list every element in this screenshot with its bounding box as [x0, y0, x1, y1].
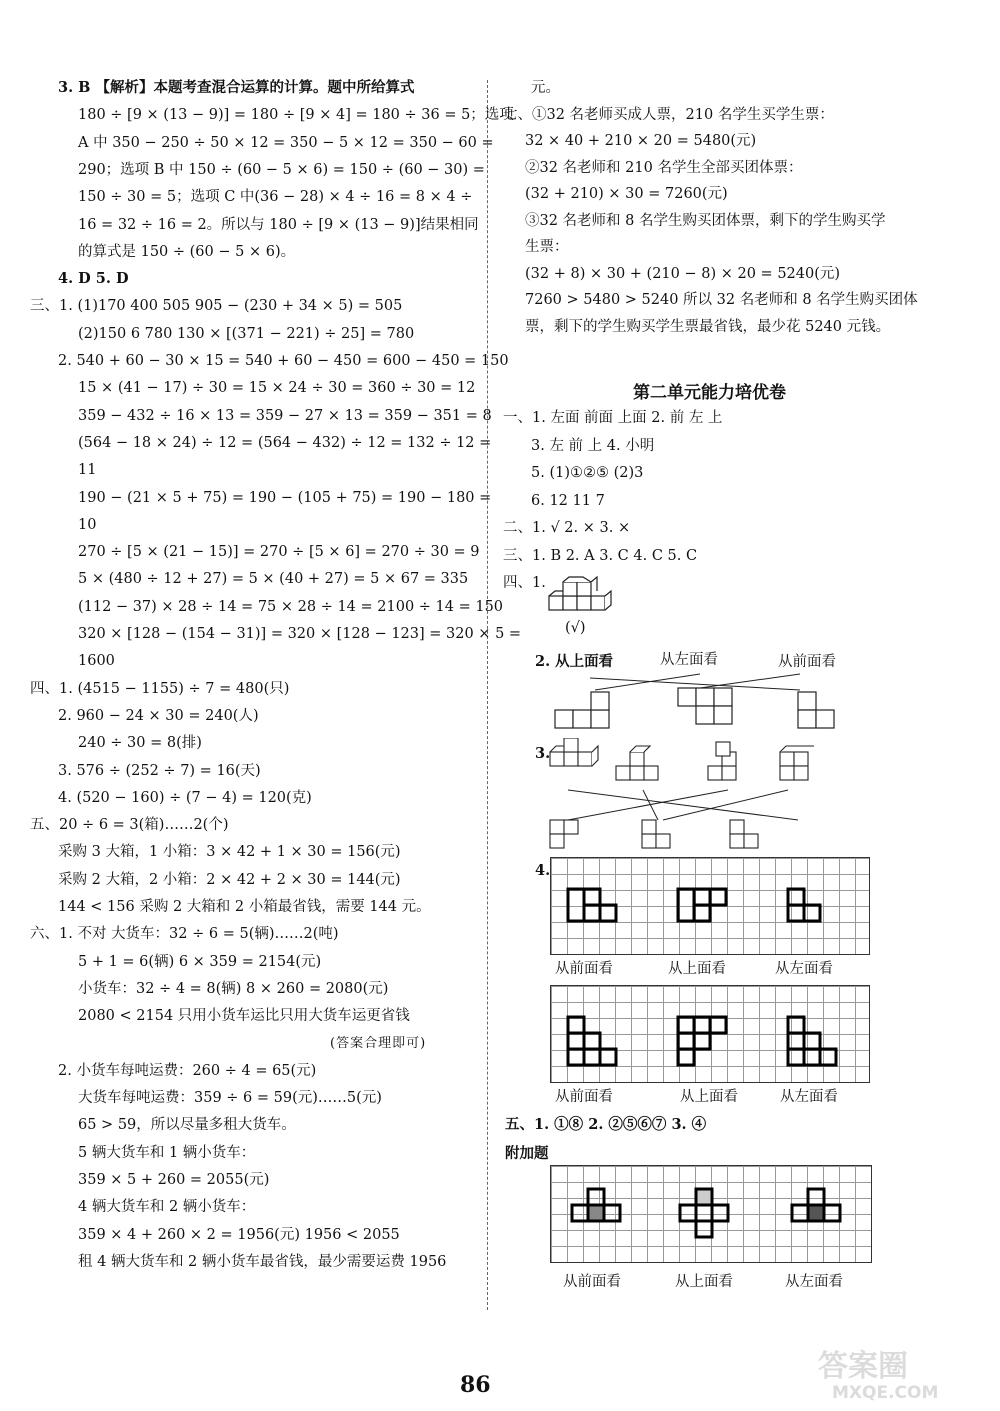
grid2-cap-top: 从上面看 [680, 1089, 738, 1105]
right-top-line: 32 × 40 + 210 × 20 = 5480(元) [525, 133, 757, 149]
right-top-line: 票，剩下的学生购买学生票最省钱，最少花 5240 元钱。 [525, 318, 891, 335]
left-line: 15 × (41 − 17) ÷ 30 = 15 × 24 ÷ 30 = 360 ÷ 30 = 12 [78, 380, 476, 397]
right-top-line: ③32 名老师和 8 名学生购买团体票，剩下的学生购买学 [525, 212, 886, 229]
matching-q2 [550, 670, 850, 735]
left-line: 320 × [128 − (154 − 31)] = 320 × [128 − 123] = 320 × 5 = [78, 626, 522, 642]
left-line: 4. D 5. D [58, 270, 129, 288]
left-line: 290；选项 B 中 150 ÷ (60 − 5 × 6) = 150 ÷ (60 − 30) = [78, 161, 485, 178]
grid1-cap-left: 从左面看 [775, 961, 833, 977]
left-line: 240 ÷ 30 = 8(排) [78, 735, 202, 752]
left-line: (112 − 37) × 28 ÷ 14 = 75 × 28 ÷ 14 = 2100 ÷ 14 = 150 [78, 598, 504, 615]
right-top-line: 七、①32 名老师买成人票，210 名学生买学生票： [503, 106, 834, 123]
left-line: 4 辆大货车和 2 辆小货车： [78, 1199, 256, 1216]
left-line: (答案合理即可) [330, 1035, 427, 1051]
column-divider [487, 80, 488, 1310]
cube-figure-q1 [545, 576, 625, 618]
svg-text:答案圈: 答案圈 [818, 1349, 908, 1384]
left-line: 小货车：32 ÷ 4 = 8(辆) 8 × 260 = 2080(元) [78, 980, 389, 997]
unit2-answer-line: 二、1. √ 2. × 3. × [503, 520, 631, 536]
left-line: 4. (520 − 160) ÷ (7 − 4) = 120(克) [58, 789, 312, 806]
left-line: 359 × 4 + 260 × 2 = 1956(元) 1956 < 2055 [78, 1226, 400, 1243]
right-top-line: 7260 > 5480 > 5240 所以 32 名老师和 8 名学生购买团体 [525, 292, 918, 308]
left-line: 2080 < 2154 只用小货车运比只用大货车运更省钱 [78, 1008, 410, 1025]
unit2-answer-line: 3. 左 前 上 4. 小明 [531, 437, 655, 454]
extra-title: 附加题 [505, 1145, 549, 1162]
matching-q3 [548, 738, 848, 860]
left-line: 16 = 32 ÷ 16 = 2。所以与 180 ÷ [9 × (13 − 9)]结果相同 [78, 216, 479, 233]
right-top-line: (32 + 8) × 30 + (210 − 8) × 20 = 5240(元) [525, 265, 841, 282]
left-line: 359 − 432 ÷ 16 × 13 = 359 − 27 × 13 = 359 − 351 = 8 [78, 407, 492, 424]
q4-2-view-front: 从前面看 [778, 654, 836, 670]
grid-3-shapes [550, 1165, 870, 1261]
unit2-answer-line: 一、1. 左面 前面 上面 2. 前 左 上 [503, 410, 723, 426]
left-line: 5 + 1 = 6(辆) 6 × 359 = 2154(元) [78, 953, 322, 970]
unit2-answer-line: 三、1. B 2. A 3. C 4. C 5. C [503, 547, 698, 564]
grid2-cap-front: 从前面看 [555, 1089, 613, 1105]
page-number: 86 [460, 1372, 491, 1398]
unit2-answer-line: 四、1. [503, 575, 546, 591]
left-line: 租 4 辆大货车和 2 辆小货车最省钱，最少需要运费 1956 [78, 1253, 447, 1270]
left-line: 65 > 59，所以尽量多租大货车。 [78, 1117, 296, 1134]
left-line: 3. 576 ÷ (252 ÷ 7) = 16(天) [58, 762, 261, 779]
q4-1-check: (√) [565, 620, 586, 636]
left-line: 150 ÷ 30 = 5；选项 C 中(36 − 28) × 4 ÷ 16 = 8 × 4 ÷ [78, 189, 473, 206]
left-line: 1600 [78, 653, 115, 670]
grid-1-shapes [550, 857, 868, 953]
grid2-cap-left: 从左面看 [780, 1089, 838, 1105]
left-line: 11 [78, 462, 97, 479]
left-line: 190 − (21 × 5 + 75) = 190 − (105 + 75) = 190 − 180 = [78, 489, 492, 506]
left-line: 10 [78, 516, 97, 533]
right-top-line: 生票： [525, 239, 569, 255]
unit2-answer-line: 6. 12 11 7 [531, 492, 605, 509]
unit2-answer-line: 5. (1)①②⑤ (2)3 [531, 465, 644, 481]
left-line: 2. 小货车每吨运费：260 ÷ 4 = 65(元) [58, 1062, 317, 1079]
left-line: 2. 960 − 24 × 30 = 240(人) [58, 707, 259, 724]
grid3-cap-left: 从左面看 [785, 1274, 843, 1290]
left-line: 大货车每吨运费：359 ÷ 6 = 59(元)……5(元) [78, 1090, 382, 1107]
left-line: 3. B 【解析】本题考查混合运算的计算。题中所给算式 [58, 79, 415, 96]
left-line: 采购 2 大箱，2 小箱：2 × 42 + 2 × 30 = 144(元) [58, 871, 401, 888]
left-line: 5 辆大货车和 1 辆小货车： [78, 1144, 256, 1161]
grid1-cap-top: 从上面看 [668, 961, 726, 977]
left-line: 六、1. 不对 大货车：32 ÷ 6 = 5(辆)……2(吨) [30, 926, 339, 943]
right-top-line: ②32 名老师和 210 名学生全部买团体票： [525, 159, 803, 176]
svg-text:MXQE.COM: MXQE.COM [832, 1383, 939, 1403]
left-line: 2. 540 + 60 − 30 × 15 = 540 + 60 − 450 = 600 − 450 = 150 [58, 353, 509, 369]
q4-3-label: 3. [535, 745, 551, 762]
left-line: 五、20 ÷ 6 = 3(箱)……2(个) [30, 817, 229, 834]
left-line: 359 × 5 + 260 = 2055(元) [78, 1172, 270, 1188]
grid3-cap-top: 从上面看 [675, 1274, 733, 1290]
left-line: 180 ÷ [9 × (13 − 9)] = 180 ÷ [9 × 4] = 180 ÷ 36 = 5；选项 [78, 107, 514, 124]
right-top-line: 元。 [531, 80, 560, 96]
grid1-cap-front: 从前面看 [555, 961, 613, 977]
left-line: 的算式是 150 ÷ (60 − 5 × 6)。 [78, 243, 296, 260]
section-five: 五、1. ①⑧ 2. ②⑤⑥⑦ 3. ④ [505, 1116, 707, 1133]
left-line: (564 − 18 × 24) ÷ 12 = (564 − 432) ÷ 12 = 132 ÷ 12 = [78, 434, 492, 451]
left-line: A 中 350 − 250 ÷ 50 × 12 = 350 − 5 × 12 = 350 − 60 = [78, 134, 494, 151]
q4-2-label: 2. 从上面看 [535, 653, 614, 670]
left-line: (2)150 6 780 130 × [(371 − 221) ÷ 25] = 780 [78, 325, 415, 342]
left-line: 三、1. (1)170 400 505 905 − (230 + 34 × 5) = 505 [30, 298, 403, 315]
q4-2-view-left: 从左面看 [660, 652, 718, 668]
left-line: 144 < 156 采购 2 大箱和 2 小箱最省钱，需要 144 元。 [58, 899, 431, 915]
watermark-logo [812, 1342, 992, 1404]
grid3-cap-front: 从前面看 [563, 1274, 621, 1290]
left-line: 5 × (480 ÷ 12 + 27) = 5 × (40 + 27) = 5 × 67 = 335 [78, 571, 469, 588]
left-line: 270 ÷ [5 × (21 − 15)] = 270 ÷ [5 × 6] = 270 ÷ 30 = 9 [78, 544, 480, 561]
left-line: 采购 3 大箱，1 小箱：3 × 42 + 1 × 30 = 156(元) [58, 844, 401, 861]
section-title: 第二单元能力培优卷 [633, 383, 786, 403]
left-line: 四、1. (4515 − 1155) ÷ 7 = 480(只) [30, 680, 290, 697]
grid-2-shapes [550, 985, 868, 1081]
q4-4-label: 4. [535, 862, 551, 879]
right-top-line: (32 + 210) × 30 = 7260(元) [525, 186, 728, 202]
